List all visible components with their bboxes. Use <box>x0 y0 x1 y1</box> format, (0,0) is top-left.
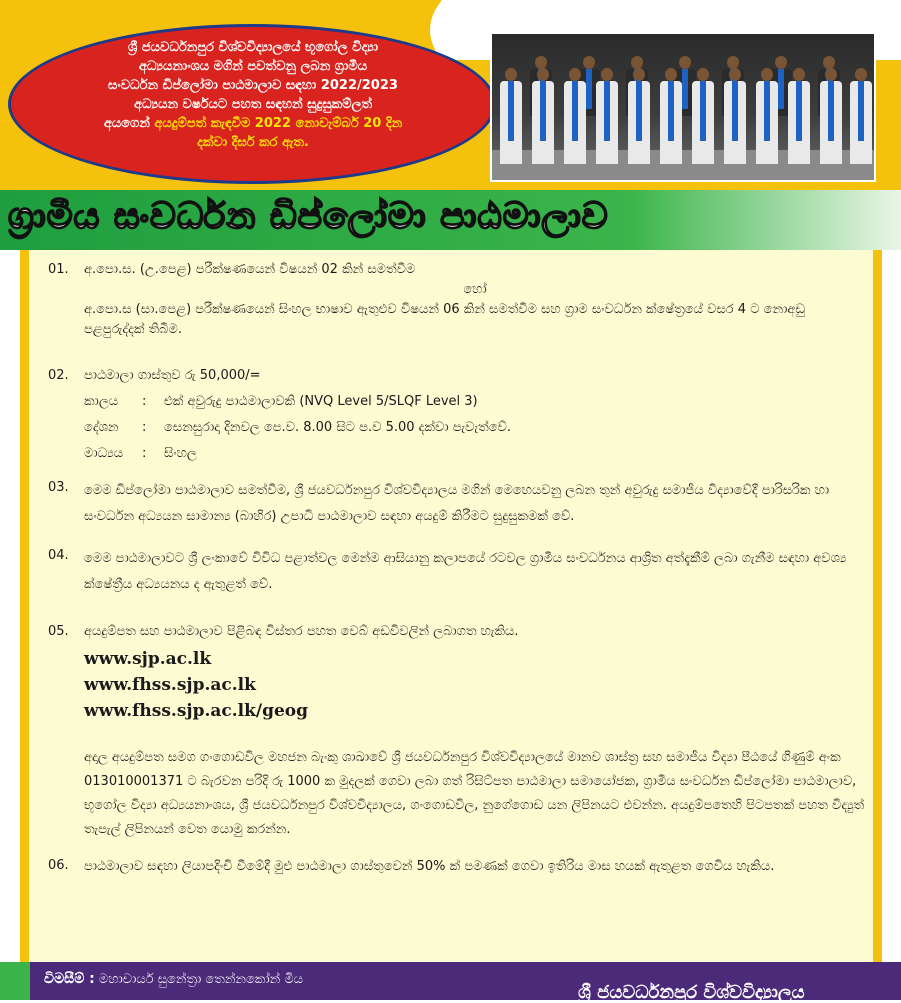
duration-row <box>84 392 866 412</box>
medium-value: සිංහල <box>164 446 197 461</box>
contact-name: මහාචාර්ය සුනේත්‍රා තෙන්නකෝන් මිය <box>98 972 304 987</box>
person-figure <box>628 68 650 164</box>
person-figure <box>724 68 746 164</box>
person-figure <box>850 68 872 164</box>
lecture-value: සෙනසුරාදා දිනවල පෙ.ව. 8.00 සිට ප.ව 5.00 දක්වා පැවැත්වේ. <box>164 420 512 435</box>
colon: : <box>142 394 147 409</box>
item-or: හෝ <box>463 282 487 297</box>
list-item <box>48 546 866 598</box>
notice-line: ශ්‍රී ජයවර්ධනපුර විශ්වවිද්‍යාලයේ භූගෝල විද්‍යා <box>128 40 378 55</box>
duration-value: එක් අවුරුදු පාඨමාලාවකි (NVQ Level 5/SLQF Level 3) <box>164 394 478 409</box>
colon: : <box>142 446 147 461</box>
person-figure <box>532 68 554 164</box>
list-item <box>48 856 866 878</box>
item-text: මෙම පාඨමාලාවට ශ්‍රී ලංකාවේ විවිධ පළාත්වල මෙන්ම ආසියානු කලාපයේ රටවල ග්‍රාමීය සංවර්ධනය ආශ්‍රිත අත්දැකීම් ලබා ගැනීම සඳහා අවශ්‍ය ක්ෂේත්‍රීය අධ්‍යයනය ද ඇතුළත් වේ. <box>84 551 847 592</box>
lecture-label: දේශන <box>84 420 119 435</box>
inquiries-label: විමසීම් : <box>44 971 95 987</box>
website-link[interactable]: www.fhss.sjp.ac.lk <box>84 675 256 695</box>
notice-line: සංවර්ධන ඩිප්ලෝමා පාඨමාලාව සඳහා 2022/2023 <box>108 78 398 93</box>
university-name: ශ්‍රී ජයවර්ධනපුර විශ්වවිද්‍යාලය <box>578 982 805 1003</box>
colon: : <box>142 420 147 435</box>
item-text: පාඨමාලාව සඳහා ලියාපදිංචි වීමේදී මුළු පාඨමාලා ගාස්තුවෙන් 50% ක් පමණක් ගෙවා ඉතිරිය මාස හයක් ඇතුළත ගෙවිය හැකිය. <box>84 859 775 874</box>
item-number: 02. <box>48 368 69 383</box>
content-list <box>48 258 866 878</box>
person-figure <box>500 68 522 164</box>
course-fee: පාඨමාලා ගාස්තුව රු 50,000/= <box>84 368 261 383</box>
payment-instructions: අදාල අයදුම්පත සමග ගංගොඩවිල මහජන බැංකු ශාඛාවේ ශ්‍රී ජයවර්ධනපුර විශ්වවිද්‍යාලයේ මානව ශාස්ත්‍ර සහ සමාජීය විද්‍යා පීඨයේ ගිණුම් අංක 013010001371 ට බැරවන පරිදි රු 1000 ක මුදලක් ගෙවා ලබා ගත් රිසිට්පත පාඨමාලා සමායෝජක, ග්‍රාමීය සංවර්ධන ඩිප්ලෝමා පාඨමාලාව, භූගෝල විද්‍යා අධ්‍යයනාංශය, ශ්‍රී ජයවර්ධනපුර විශ්වවිද්‍යාලය, ගංගොඩවිල, නුගේගොඩ යන ලිපිනයට එවන්න. අයදුම්පතෙහි පිටපතක් පහත විද්‍යුත් තැපැල් ලිපිනයන් වෙත යොමු කරන්න. <box>84 750 865 837</box>
item-number: 01. <box>48 262 69 277</box>
person-figure <box>660 68 682 164</box>
item-text: අ.පො.ස. (උ.පෙළ) පරීක්ෂණයෙන් විෂයන් 02 කින් සමත්වීම <box>84 262 416 277</box>
notice-prefix: අයගෙන් <box>103 116 155 131</box>
website-link[interactable]: www.fhss.sjp.ac.lk/geog <box>84 701 309 721</box>
item-text: අ.පො.ස (සා.පෙළ) පරීක්ෂණයෙන් සිංහල භාෂාව ඇතුළුව විෂයන් 06 කින් සමත්වීම සහ ග්‍රාම සංවර්ධන ක්ෂේත්‍රයේ වසර 4 ට නොඅඩු පළපුරුද්දක් තිබීම. <box>84 302 805 337</box>
medium-label: මාධ්‍යය <box>84 446 124 461</box>
item-text: මෙම ඩිප්ලෝමා පාඨමාලාව සමත්වීම, ශ්‍රී ජයවර්ධනපුර විශ්වවිද්‍යාලය මගින් මෙහෙයවනු ලබන තුන් අවුරුදු සමාජීය විද්‍යාවේදී පාරිසරික හා සංවර්ධන අධ්‍යයන සාමාන්‍ය (බාහිර) උපාධි පාඨමාලාව සඳහා අයදුම් කිරීමට සුදුසුකමක් වේ. <box>84 483 830 524</box>
item-number: 04. <box>48 548 69 563</box>
list-item <box>48 622 866 842</box>
item-text: අයදුම්පත සහ පාඨමාලාව පිළිබඳ විස්තර පහත වෙබ් අඩවිවලින් ලබාගත හැකිය. <box>84 624 519 639</box>
medium-row <box>84 444 866 464</box>
person-figure <box>820 68 842 164</box>
list-item <box>48 260 866 340</box>
duration-label: කාලය <box>84 394 119 409</box>
graduates-photo <box>490 32 876 182</box>
list-item <box>48 366 866 464</box>
footer-accent <box>0 962 30 1000</box>
person-figure <box>756 68 778 164</box>
website-link[interactable]: www.sjp.ac.lk <box>84 649 212 669</box>
item-number: 06. <box>48 858 69 873</box>
notice-line: අධ්‍යයනාංශය මගින් පවත්වනු ලබන ග්‍රාමීය <box>138 59 368 74</box>
person-figure <box>564 68 586 164</box>
notice-line: අධ්‍යයන වර්ෂයට පහත සඳහන් සුදුසුකම්ලත් <box>134 97 372 112</box>
item-number: 05. <box>48 624 69 639</box>
list-item <box>48 478 866 530</box>
person-figure <box>596 68 618 164</box>
page-title: ග්‍රාමීය සංවර්ධන ඩිප්ලෝමා පාඨමාලාව <box>8 196 609 237</box>
person-figure <box>788 68 810 164</box>
deadline-highlight: අයදුම්පත් කැඳවීම 2022 නොවැම්බර් 20 දින <box>154 116 403 131</box>
deadline-highlight-end: දක්වා දීර්ඝ කර ඇත. <box>197 135 309 150</box>
inquiries <box>44 971 303 987</box>
item-number: 03. <box>48 480 69 495</box>
person-figure <box>692 68 714 164</box>
lecture-row <box>84 418 866 438</box>
notice-line <box>28 114 478 133</box>
notice-text <box>28 38 478 152</box>
